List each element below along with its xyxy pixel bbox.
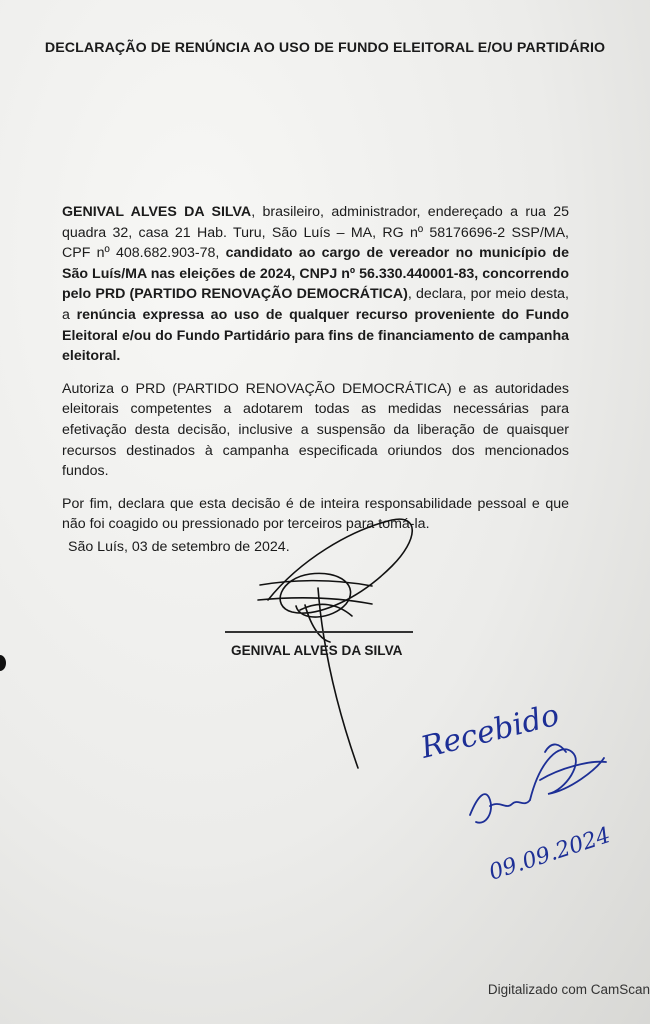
signature-line [225, 631, 413, 633]
renunciation-statement: renúncia expressa ao uso de qualquer recurso proveniente do Fundo Eleitoral e/ou do Fundo Partidário para fins de financiamento de campanha eleitoral. [62, 306, 569, 365]
declarant-details: , brasileiro, administrador, endereçado a rua 25 quadra 32, casa 21 Hab. Turu, São Luís – MA, RG nº 58176696-2 SSP/MA, CPF nº 408.682.903-78, [62, 204, 569, 262]
paragraph-responsibility: Por fim, declara que esta decisão é de inteira responsabilidade pessoal e que não foi coagido ou pressionado por terceiros para tomá-la. [62, 495, 569, 533]
receiver-initials [470, 744, 606, 822]
declaration-connector: , declara, por meio desta, a [62, 286, 570, 323]
received-date-handwriting: 09.09.2024 [486, 823, 614, 886]
declarant-name: GENIVAL ALVES DA SILVA [62, 204, 252, 220]
scanner-watermark: Digitalizado com CamScan [487, 982, 650, 997]
document-title: DECLARAÇÃO DE RENÚNCIA AO USO DE FUNDO ELEITORAL E/OU PARTIDÁRIO [44, 40, 606, 56]
candidacy-details: candidato ao cargo de vereador no município de São Luís/MA nas eleições de 2024, CNPJ nº 56.330.440001-83, concorrendo pelo PRD (PARTIDO RENOVAÇÃO DEMOCRÁTICA) [62, 245, 569, 303]
paragraph-authorization: Autoriza o PRD (PARTIDO RENOVAÇÃO DEMOCRÁTICA) e as autoridades eleitorais competentes a adotarem todas as medidas necessárias para efetivação desta decisão, inclusive a suspensão da liberação de quaisquer recursos destinados à campanha especificada oriundos dos mencionados fundos. [62, 380, 569, 480]
received-handwriting: Recebido [417, 697, 563, 766]
place-date: São Luís, 03 de setembro de 2024. [68, 539, 290, 555]
signer-name: GENIVAL ALVES DA SILVA [231, 643, 403, 658]
